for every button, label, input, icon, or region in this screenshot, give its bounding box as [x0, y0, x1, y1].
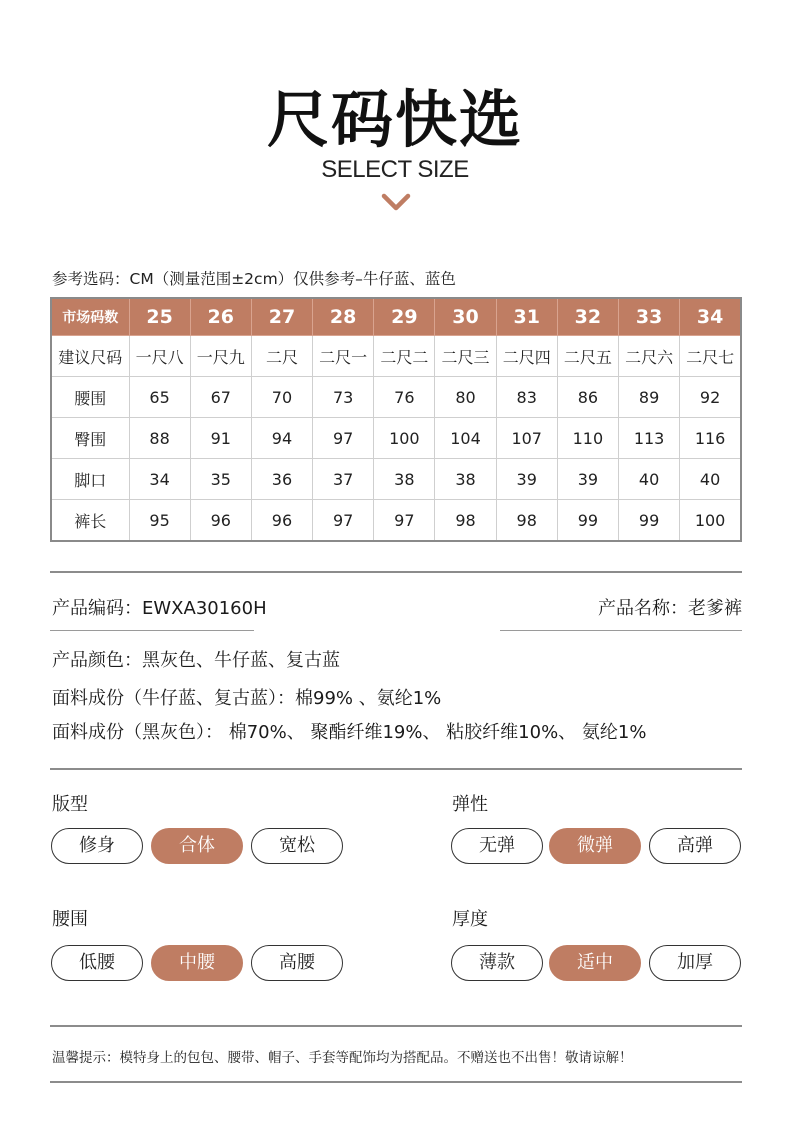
table-cell: 89 — [619, 377, 680, 418]
table-cell: 二尺一 — [313, 336, 374, 377]
table-cell: 98 — [496, 500, 557, 542]
table-cell: 36 — [251, 459, 312, 500]
thickness-label: 厚度 — [452, 909, 488, 930]
table-cell: 95 — [129, 500, 190, 542]
table-cell: 96 — [251, 500, 312, 542]
divider — [500, 630, 742, 631]
table-cell: 二尺六 — [619, 336, 680, 377]
table-cell: 一尺九 — [190, 336, 251, 377]
waist-option-mid[interactable]: 中腰 — [151, 945, 243, 981]
table-cell: 二尺七 — [680, 336, 741, 377]
table-cell: 二尺五 — [557, 336, 618, 377]
row-label: 脚口 — [51, 459, 129, 500]
table-cell: 二尺 — [251, 336, 312, 377]
table-cell: 97 — [374, 500, 435, 542]
fit-option-slim[interactable]: 修身 — [51, 828, 143, 864]
thickness-option-thick[interactable]: 加厚 — [649, 945, 741, 981]
size-header-cell: 31 — [496, 298, 557, 336]
table-cell: 37 — [313, 459, 374, 500]
table-cell: 97 — [313, 500, 374, 542]
row-label: 臀围 — [51, 418, 129, 459]
table-cell: 98 — [435, 500, 496, 542]
elasticity-label: 弹性 — [452, 794, 488, 815]
fit-label: 版型 — [52, 794, 88, 815]
table-row — [51, 459, 741, 500]
waist-label: 腰围 — [52, 909, 88, 930]
table-cell: 99 — [557, 500, 618, 542]
table-cell: 38 — [435, 459, 496, 500]
table-cell: 65 — [129, 377, 190, 418]
table-cell: 40 — [619, 459, 680, 500]
divider — [50, 630, 254, 631]
size-header-row — [51, 298, 741, 336]
notice-text: 温馨提示：模特身上的包包、腰带、帽子、手套等配饰均为搭配品。不赠送也不出售！敬请谅解！ — [52, 1050, 633, 1066]
fit-option-regular[interactable]: 合体 — [151, 828, 243, 864]
table-row — [51, 377, 741, 418]
table-cell: 94 — [251, 418, 312, 459]
table-cell: 88 — [129, 418, 190, 459]
elasticity-option-slight[interactable]: 微弹 — [549, 828, 641, 864]
divider — [50, 768, 742, 770]
table-cell: 二尺三 — [435, 336, 496, 377]
table-cell: 116 — [680, 418, 741, 459]
divider — [50, 1081, 742, 1083]
elasticity-option-none[interactable]: 无弹 — [451, 828, 543, 864]
waist-option-high[interactable]: 高腰 — [251, 945, 343, 981]
size-header-cell: 33 — [619, 298, 680, 336]
size-header-cell: 30 — [435, 298, 496, 336]
size-header-label: 市场码数 — [51, 298, 129, 336]
fabric-composition-1: 面料成份（牛仔蓝、复古蓝）：棉99% 、氨纶1% — [52, 688, 442, 709]
table-cell: 99 — [619, 500, 680, 542]
table-cell: 38 — [374, 459, 435, 500]
fit-option-loose[interactable]: 宽松 — [251, 828, 343, 864]
size-header-cell: 26 — [190, 298, 251, 336]
table-cell: 97 — [313, 418, 374, 459]
page-title: 尺码快选 — [266, 83, 523, 156]
table-cell: 67 — [190, 377, 251, 418]
row-label: 腰围 — [51, 377, 129, 418]
table-cell: 110 — [557, 418, 618, 459]
table-cell: 70 — [251, 377, 312, 418]
table-cell: 76 — [374, 377, 435, 418]
table-cell: 34 — [129, 459, 190, 500]
thickness-option-thin[interactable]: 薄款 — [451, 945, 543, 981]
table-row — [51, 418, 741, 459]
table-cell: 100 — [374, 418, 435, 459]
size-header-cell: 29 — [374, 298, 435, 336]
chevron-down-icon — [380, 191, 412, 215]
divider — [50, 571, 742, 573]
product-colors: 产品颜色：黑灰色、牛仔蓝、复古蓝 — [52, 650, 340, 671]
table-cell: 35 — [190, 459, 251, 500]
size-header-cell: 28 — [313, 298, 374, 336]
size-chart-table — [50, 297, 742, 542]
table-cell: 107 — [496, 418, 557, 459]
table-cell: 二尺二 — [374, 336, 435, 377]
table-cell: 86 — [557, 377, 618, 418]
table-cell: 80 — [435, 377, 496, 418]
size-header-cell: 34 — [680, 298, 741, 336]
size-reference-note: 参考选码：CM（测量范围±2cm）仅供参考–牛仔蓝、蓝色 — [52, 270, 456, 288]
table-cell: 39 — [496, 459, 557, 500]
table-cell: 二尺四 — [496, 336, 557, 377]
divider — [50, 1025, 742, 1027]
table-cell: 113 — [619, 418, 680, 459]
size-header-cell: 32 — [557, 298, 618, 336]
table-row — [51, 336, 741, 377]
table-cell: 96 — [190, 500, 251, 542]
size-header-cell: 27 — [251, 298, 312, 336]
product-code: 产品编码：EWXA30160H — [52, 598, 267, 619]
waist-option-low[interactable]: 低腰 — [51, 945, 143, 981]
table-cell: 39 — [557, 459, 618, 500]
table-cell: 73 — [313, 377, 374, 418]
table-cell: 92 — [680, 377, 741, 418]
row-label: 建议尺码 — [51, 336, 129, 377]
size-header-cell: 25 — [129, 298, 190, 336]
table-cell: 91 — [190, 418, 251, 459]
fabric-composition-2: 面料成份（黑灰色）： 棉70%、 聚酯纤维19%、 粘胶纤维10%、 氨纶1% — [52, 722, 647, 743]
table-cell: 83 — [496, 377, 557, 418]
table-cell: 40 — [680, 459, 741, 500]
table-cell: 一尺八 — [129, 336, 190, 377]
page-subtitle: SELECT SIZE — [321, 156, 469, 183]
table-cell: 104 — [435, 418, 496, 459]
elasticity-option-high[interactable]: 高弹 — [649, 828, 741, 864]
thickness-option-medium[interactable]: 适中 — [549, 945, 641, 981]
table-row — [51, 500, 741, 542]
row-label: 裤长 — [51, 500, 129, 542]
table-cell: 100 — [680, 500, 741, 542]
product-name: 产品名称：老爹裤 — [598, 598, 742, 619]
